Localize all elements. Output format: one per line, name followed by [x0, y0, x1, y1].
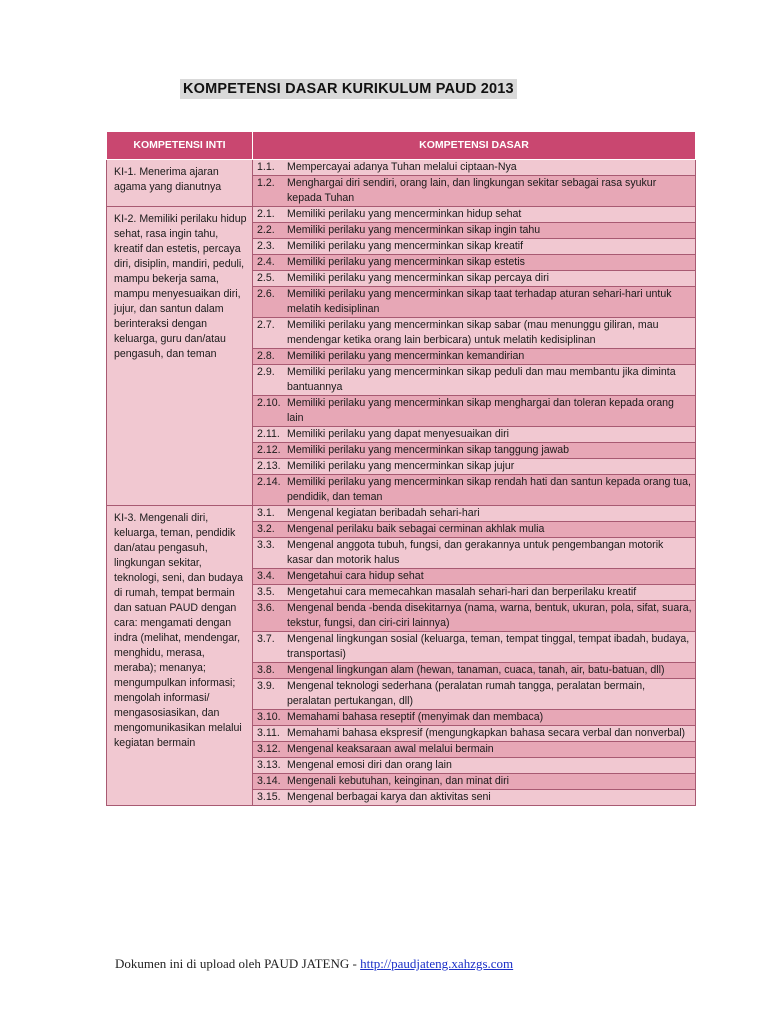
- kd-text: Mempercayai adanya Tuhan melalui ciptaan-Nya: [287, 161, 517, 173]
- kd-text: Memiliki perilaku yang mencerminkan sikap jujur: [287, 460, 515, 472]
- kd-number: 2.6.: [257, 288, 275, 300]
- kd-text: Mengenal teknologi sederhana (peralatan rumah tangga, peralatan bermain, peralatan pertukangan, dll): [287, 680, 646, 707]
- table-row: [107, 506, 696, 522]
- table-row: [107, 207, 696, 223]
- document-title: KOMPETENSI DASAR KURIKULUM PAUD 2013: [180, 79, 517, 99]
- table-header-row: [107, 132, 696, 160]
- kd-number: 2.14.: [257, 476, 281, 488]
- kd-number: 3.8.: [257, 664, 275, 676]
- kd-item: [257, 160, 692, 175]
- kompetensi-dasar-cell: [253, 538, 696, 569]
- kompetensi-dasar-cell: [253, 160, 696, 176]
- kompetensi-dasar-cell: [253, 475, 696, 506]
- kd-number: 2.5.: [257, 272, 275, 284]
- kd-item: [257, 790, 692, 805]
- kompetensi-dasar-cell: [253, 569, 696, 585]
- kd-number: 2.3.: [257, 240, 275, 252]
- kd-item: [257, 475, 692, 505]
- kd-number: 3.1.: [257, 507, 275, 519]
- kompetensi-dasar-cell: [253, 396, 696, 427]
- kompetensi-dasar-cell: [253, 774, 696, 790]
- kd-number: 3.14.: [257, 775, 281, 787]
- kompetensi-dasar-cell: [253, 758, 696, 774]
- kd-text: Memahami bahasa ekspresif (mengungkapkan bahasa secara verbal dan nonverbal): [287, 727, 686, 739]
- kd-text: Mengenal perilaku baik sebagai cerminan akhlak mulia: [287, 523, 545, 535]
- kd-text: Mengenal kegiatan beribadah sehari-hari: [287, 507, 480, 519]
- kompetensi-dasar-cell: [253, 271, 696, 287]
- kd-text: Mengetahui cara memecahkan masalah sehari-hari dan berperilaku kreatif: [287, 586, 637, 598]
- kd-number: 2.7.: [257, 319, 275, 331]
- kompetensi-dasar-cell: [253, 223, 696, 239]
- kd-text: Mengenal benda -benda disekitarnya (nama, warna, bentuk, ukuran, pola, sifat, suara, tekstur, fungsi, dan ciri-ciri lainnya): [287, 602, 692, 629]
- kompetensi-dasar-cell: [253, 176, 696, 207]
- kd-text: Memiliki perilaku yang mencerminkan sikap sabar (mau menunggu giliran, mau mendengar ketika orang lain berbicara) untuk melatih kedisiplinan: [287, 319, 659, 346]
- kd-item: [257, 632, 692, 662]
- kd-text: Memiliki perilaku yang mencerminkan hidup sehat: [287, 208, 522, 220]
- header-kompetensi-inti: KOMPETENSI INTI: [107, 132, 253, 160]
- kd-item: [257, 176, 692, 206]
- kd-number: 2.12.: [257, 444, 281, 456]
- header-kompetensi-dasar: KOMPETENSI DASAR: [253, 132, 696, 160]
- kd-text: Mengenali kebutuhan, keinginan, dan minat diri: [287, 775, 510, 787]
- kd-item: [257, 255, 692, 270]
- kompetensi-dasar-cell: [253, 506, 696, 522]
- kd-text: Memiliki perilaku yang mencerminkan sikap menghargai dan toleran kepada orang lain: [287, 397, 674, 424]
- kd-number: 3.15.: [257, 791, 281, 803]
- kd-item: [257, 726, 692, 741]
- kd-item: [257, 506, 692, 521]
- kd-number: 2.11.: [257, 428, 280, 440]
- kd-item: [257, 569, 692, 584]
- kd-text: Memiliki perilaku yang mencerminkan sikap rendah hati dan santun kepada orang tua, pendidik, dan teman: [287, 476, 691, 503]
- kd-number: 3.5.: [257, 586, 275, 598]
- table-row: [107, 160, 696, 176]
- kd-text: Memiliki perilaku yang mencerminkan sikap estetis: [287, 256, 525, 268]
- kompetensi-dasar-cell: [253, 710, 696, 726]
- kompetensi-dasar-cell: [253, 318, 696, 349]
- kd-text: Mengenal emosi diri dan orang lain: [287, 759, 452, 771]
- kompetensi-dasar-cell: [253, 585, 696, 601]
- kd-item: [257, 443, 692, 458]
- kd-text: Memiliki perilaku yang dapat menyesuaikan diri: [287, 428, 509, 440]
- kd-item: [257, 271, 692, 286]
- kd-number: 1.1.: [257, 161, 275, 173]
- footer-link[interactable]: http://paudjateng.xahzgs.com: [360, 956, 514, 971]
- kd-item: [257, 459, 692, 474]
- kompetensi-dasar-cell: [253, 663, 696, 679]
- kd-item: [257, 538, 692, 568]
- kd-number: 3.6.: [257, 602, 275, 614]
- kd-item: [257, 774, 692, 789]
- kompetensi-dasar-cell: [253, 207, 696, 223]
- kd-number: 3.3.: [257, 539, 275, 551]
- kd-item: [257, 663, 692, 678]
- kd-text: Memiliki perilaku yang mencerminkan sikap percaya diri: [287, 272, 550, 284]
- kompetensi-dasar-cell: [253, 255, 696, 271]
- kd-text: Memiliki perilaku yang mencerminkan sikap ingin tahu: [287, 224, 541, 236]
- kompetensi-inti-cell: KI-1. Menerima ajaran agama yang dianutnya: [107, 160, 253, 207]
- kd-item: [257, 742, 692, 757]
- kd-number: 3.2.: [257, 523, 275, 535]
- kd-text: Mengenal anggota tubuh, fungsi, dan gerakannya untuk pengembangan motorik kasar dan motorik halus: [287, 539, 664, 566]
- kd-item: [257, 207, 692, 222]
- kd-item: [257, 601, 692, 631]
- kompetensi-dasar-cell: [253, 742, 696, 758]
- kd-text: Memahami bahasa reseptif (menyimak dan membaca): [287, 711, 544, 723]
- kd-item: [257, 710, 692, 725]
- footer: [115, 956, 513, 972]
- kd-text: Mengenal lingkungan alam (hewan, tanaman, cuaca, tanah, air, batu-batuan, dll): [287, 664, 665, 676]
- kd-text: Mengenal lingkungan sosial (keluarga, teman, tempat tinggal, tempat ibadah, budaya, transportasi): [287, 633, 690, 660]
- kd-item: [257, 427, 692, 442]
- kd-text: Memiliki perilaku yang mencerminkan kemandirian: [287, 350, 525, 362]
- kd-text: Memiliki perilaku yang mencerminkan sikap kreatif: [287, 240, 524, 252]
- kd-item: [257, 758, 692, 773]
- kompetensi-dasar-cell: [253, 522, 696, 538]
- kompetensi-dasar-cell: [253, 632, 696, 663]
- kompetensi-dasar-cell: [253, 790, 696, 806]
- kompetensi-dasar-cell: [253, 239, 696, 255]
- kd-number: 3.9.: [257, 680, 275, 692]
- kd-number: 3.10.: [257, 711, 281, 723]
- kd-number: 2.1.: [257, 208, 275, 220]
- kompetensi-dasar-cell: [253, 601, 696, 632]
- kd-number: 2.4.: [257, 256, 275, 268]
- kompetensi-dasar-cell: [253, 459, 696, 475]
- kd-item: [257, 585, 692, 600]
- kd-number: 2.9.: [257, 366, 275, 378]
- kd-item: [257, 239, 692, 254]
- kd-number: 1.2.: [257, 177, 275, 189]
- kd-text: Menghargai diri sendiri, orang lain, dan lingkungan sekitar sebagai rasa syukur kepada Tuhan: [287, 177, 657, 204]
- kd-item: [257, 522, 692, 537]
- kd-number: 2.13.: [257, 460, 281, 472]
- kompetensi-inti-cell: KI-2. Memiliki perilaku hidup sehat, rasa ingin tahu, kreatif dan estetis, percaya diri, disiplin, mandiri, peduli, mampu bekerja sama, mampu menyesuaikan diri, jujur, dan santun dalam berinteraksi dengan keluarga, guru dan/atau pengasuh, dan teman: [107, 207, 253, 506]
- kompetensi-dasar-cell: [253, 679, 696, 710]
- competency-table: [106, 131, 696, 806]
- kd-item: [257, 396, 692, 426]
- kompetensi-dasar-cell: [253, 287, 696, 318]
- kompetensi-dasar-cell: [253, 365, 696, 396]
- kd-number: 3.11.: [257, 727, 280, 739]
- kd-number: 2.2.: [257, 224, 275, 236]
- kd-text: Mengenal berbagai karya dan aktivitas seni: [287, 791, 491, 803]
- kd-item: [257, 287, 692, 317]
- kd-text: Memiliki perilaku yang mencerminkan sikap taat terhadap aturan sehari-hari untuk melatih kedisiplinan: [287, 288, 672, 315]
- kd-item: [257, 223, 692, 238]
- kd-number: 3.7.: [257, 633, 275, 645]
- kd-number: 3.12.: [257, 743, 281, 755]
- kd-number: 2.10.: [257, 397, 281, 409]
- footer-text: Dokumen ini di upload oleh PAUD JATENG -: [115, 956, 361, 971]
- kd-item: [257, 318, 692, 348]
- kompetensi-inti-cell: KI-3. Mengenali diri, keluarga, teman, pendidik dan/atau pengasuh, lingkungan sekitar, teknologi, seni, dan budaya di rumah, tempat bermain dan satuan PAUD dengan cara: mengamati dengan indra (melihat, mendengar, menghidu, merasa, meraba); menanya; mengumpulkan informasi; mengolah informasi/ mengasosiasikan, dan mengomunikasikan melalui kegiatan bermain: [107, 506, 253, 806]
- kd-number: 3.4.: [257, 570, 275, 582]
- kd-text: Mengenal keaksaraan awal melalui bermain: [287, 743, 494, 755]
- kd-text: Mengetahui cara hidup sehat: [287, 570, 424, 582]
- kd-item: [257, 679, 692, 709]
- kd-number: 3.13.: [257, 759, 281, 771]
- kompetensi-dasar-cell: [253, 726, 696, 742]
- kompetensi-dasar-cell: [253, 443, 696, 459]
- kd-item: [257, 365, 692, 395]
- kd-text: Memiliki perilaku yang mencerminkan sikap tanggung jawab: [287, 444, 570, 456]
- kd-item: [257, 349, 692, 364]
- kd-text: Memiliki perilaku yang mencerminkan sikap peduli dan mau membantu jika diminta bantuannya: [287, 366, 676, 393]
- kd-number: 2.8.: [257, 350, 275, 362]
- kompetensi-dasar-cell: [253, 349, 696, 365]
- table-body: [107, 160, 696, 806]
- kompetensi-dasar-cell: [253, 427, 696, 443]
